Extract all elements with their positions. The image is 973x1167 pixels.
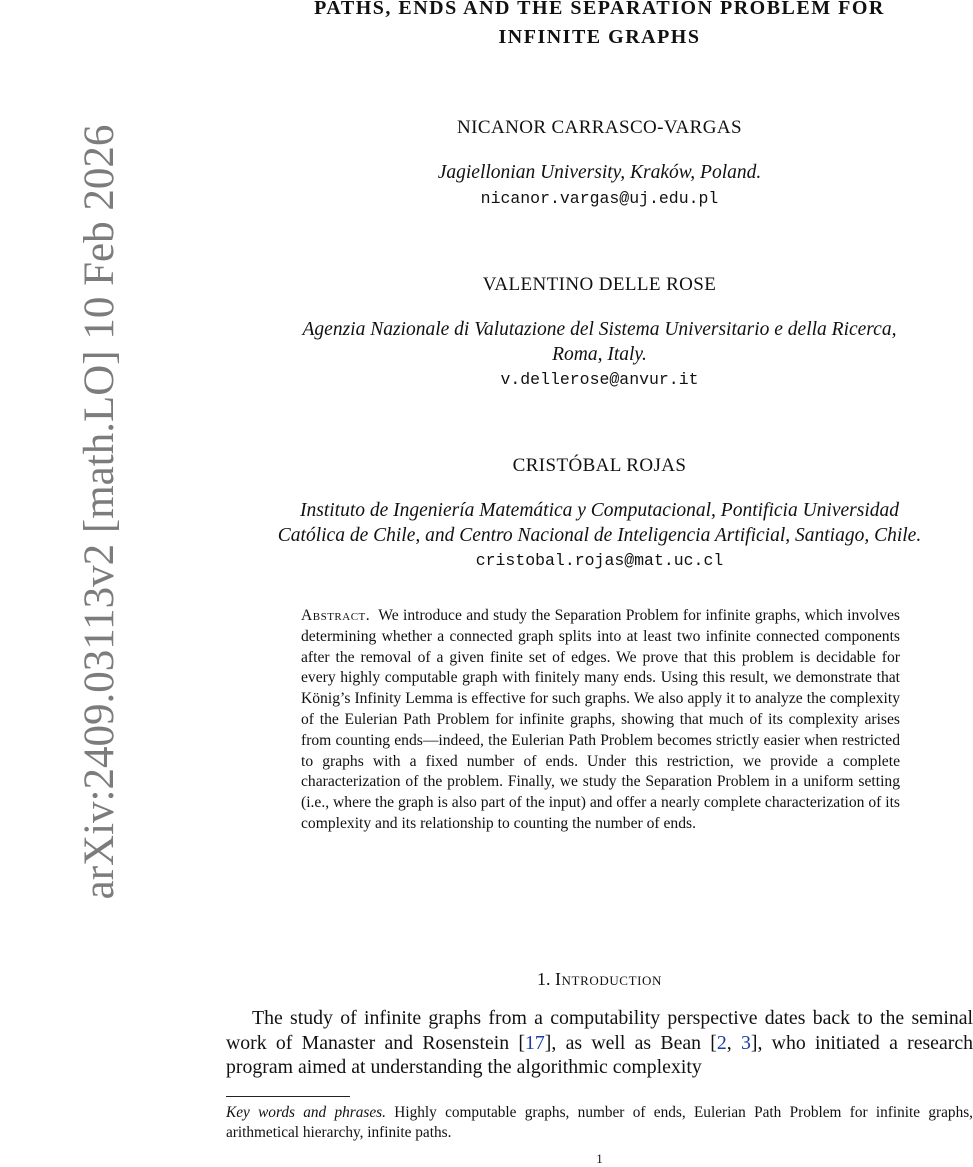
page-number: 1 <box>596 1151 603 1166</box>
abstract-label: Abstract. <box>301 607 371 624</box>
intro-paragraph <box>226 1006 973 1080</box>
citation-link[interactable]: 17 <box>525 1031 545 1054</box>
intro-text: ], as well as Bean [ <box>544 1031 717 1054</box>
abstract <box>301 606 900 835</box>
author-name: CRISTÓBAL ROJAS <box>512 455 687 476</box>
citation-link[interactable]: 2 <box>716 1031 727 1054</box>
intro-text: ], who initiated a research program aimed at understanding the algorithmic complexity <box>226 1031 973 1079</box>
paper-title <box>226 0 973 52</box>
author-affiliation: Agenzia Nazionale di Valutazione del Sistema Universitario e della Ricerca, <box>302 319 897 340</box>
author-email[interactable]: v.dellerose@anvur.it <box>500 370 699 389</box>
footnote-text: Highly computable graphs, number of ends, Eulerian Path Problem for infinite graphs, arithmetical hierarchy, infinite paths. <box>226 1104 973 1141</box>
footnote-label: Key words and phrases. <box>226 1104 386 1121</box>
intro-text: , <box>726 1031 741 1054</box>
arxiv-stamp: arXiv:2409.03113v2 [math.LO] 10 Feb 2026 <box>76 124 123 900</box>
section-number: 1. <box>536 969 551 989</box>
author-name: VALENTINO DELLE ROSE <box>482 274 717 295</box>
author-affiliation: Jagiellonian University, Kraków, Poland. <box>437 162 762 183</box>
author-affiliation: Católica de Chile, and Centro Nacional de Inteligencia Artificial, Santiago, Chile. <box>277 525 922 546</box>
intro-text: The study of infinite graphs from a computability perspective dates back to the seminal work of Manaster and Rosenstein [ <box>226 1007 973 1054</box>
section-title: Introduction <box>554 969 663 989</box>
section-heading <box>226 969 973 990</box>
abstract-text: We introduce and study the Separation Problem for infinite graphs, which involves determining whether a connected graph splits into at least two infinite connected components after the removal of a given finite set of edges. We prove that this problem is decidable for every highly computable graph with finitely many ends. Using this result, we demonstrate that König’s Infinity Lemma is effective for such graphs. We also apply it to analyze the complexity of the Eulerian Path Problem for infinite graphs, showing that much of its complexity arises from counting ends—indeed, the Eulerian Path Problem becomes strictly easier when restricted to graphs with a fixed number of ends. Under this restriction, we provide a complete characterization of the problem. Finally, we study the Separation Problem in a uniform setting (i.e., where the graph is also part of the input) and offer a nearly complete characterization of its complexity and its relationship to counting the number of ends. <box>301 607 900 832</box>
author-email[interactable]: nicanor.vargas@uj.edu.pl <box>480 189 719 208</box>
author-affiliation: Instituto de Ingeniería Matemática y Computacional, Pontificia Universidad <box>300 500 899 521</box>
title-line-1: PATHS, ENDS AND THE SEPARATION PROBLEM FOR <box>314 0 885 19</box>
author-name: NICANOR CARRASCO-VARGAS <box>457 117 742 138</box>
title-line-2: INFINITE GRAPHS <box>498 26 701 48</box>
author-affiliation: Roma, Italy. <box>552 344 647 365</box>
footnote <box>226 1103 973 1143</box>
citation-link[interactable]: 3 <box>740 1031 751 1054</box>
author-email[interactable]: cristobal.rojas@mat.uc.cl <box>475 551 724 570</box>
footnote-rule <box>226 1096 350 1097</box>
